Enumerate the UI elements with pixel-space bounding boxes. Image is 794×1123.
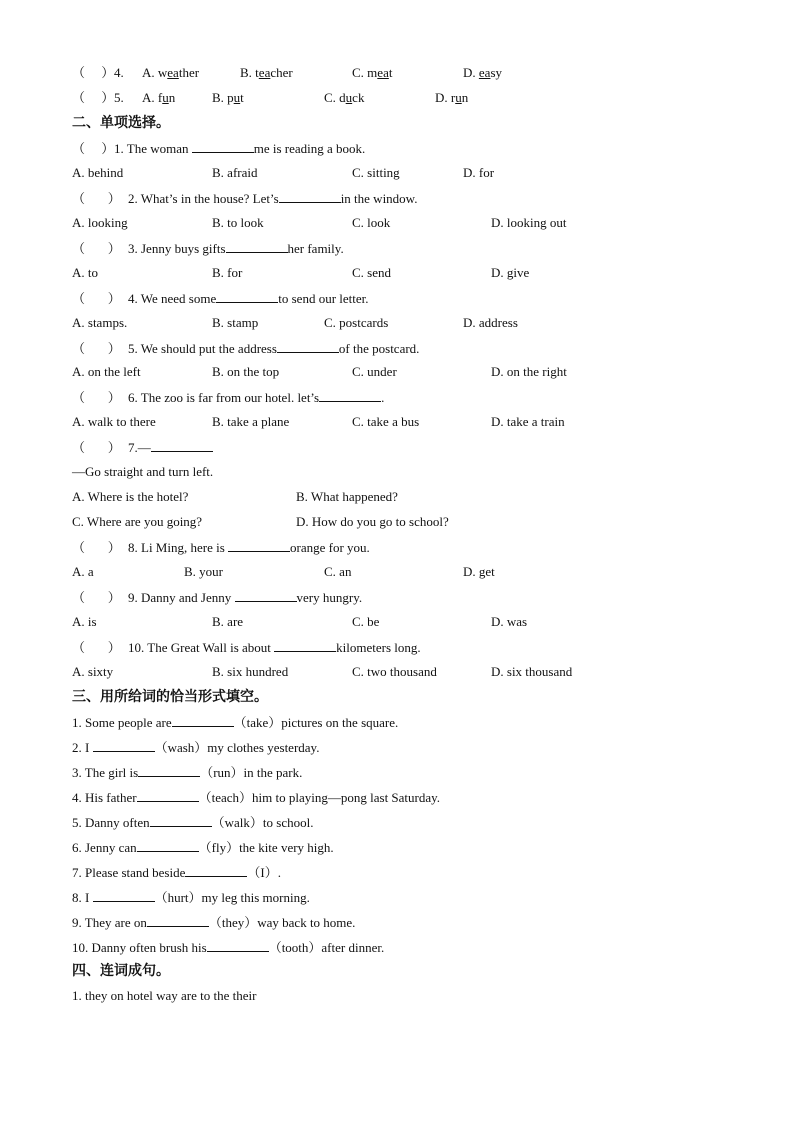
option-a: A. on the left [72, 364, 141, 379]
option-c: C. send [352, 265, 391, 280]
option-d: D. take a train [491, 414, 565, 429]
fill-blank[interactable] [279, 188, 341, 203]
option-b: B. on the top [212, 364, 280, 379]
option-a: A. is [72, 614, 97, 629]
option-d: D. How do you go to school? [296, 514, 449, 529]
option-d: D. six thousand [491, 664, 573, 679]
fill-item: 10. Danny often brush his （tooth）after dinner. [72, 937, 384, 957]
fill-blank[interactable] [277, 338, 339, 353]
option-c: C. an [324, 564, 352, 579]
answer-paren: （ ） [72, 390, 121, 405]
option-a: A. weather [142, 65, 200, 80]
option-a: A. looking [72, 215, 128, 230]
question-stem: （ ） 4. We need some to send our letter. [72, 288, 369, 308]
section-title: 四、连词成句。 [72, 963, 170, 979]
option-b: B. afraid [212, 165, 258, 180]
fill-item: 2. I （wash）my clothes yesterday. [72, 737, 319, 757]
option-b: B. are [212, 614, 244, 629]
answer-paren: （ ） [72, 440, 121, 455]
option-a: A. fun [142, 90, 176, 105]
option-c: C. duck [324, 90, 365, 105]
answer-paren: （ ） [72, 341, 121, 356]
phonics-question [72, 63, 502, 83]
question-stem: （ ） 10. The Great Wall is about kilometers long. [72, 637, 421, 657]
option-c: C. Where are you going? [72, 514, 203, 529]
option-d: D. easy [463, 65, 502, 80]
option-d: D. looking out [491, 215, 567, 230]
option-a: A. behind [72, 165, 124, 180]
dialogue-answer: —Go straight and turn left. [72, 464, 214, 479]
fill-blank[interactable] [216, 288, 278, 303]
question-stem: （ ） 7.— [72, 437, 213, 457]
fill-blank[interactable] [137, 787, 199, 802]
fill-blank[interactable] [207, 937, 269, 952]
option-a: A. Where is the hotel? [72, 489, 189, 504]
answer-paren: （ ） [72, 640, 121, 655]
word-order-item: 1. they on hotel way are to the their [72, 988, 257, 1003]
fill-item: 9. They are on （they）way back to home. [72, 912, 355, 932]
option-c: C. look [352, 215, 391, 230]
fill-blank[interactable] [137, 837, 199, 852]
fill-blank[interactable] [319, 387, 381, 402]
option-c: C. postcards [324, 315, 389, 330]
option-b: B. for [212, 265, 243, 280]
section-title: 二、单项选择。 [72, 115, 170, 131]
option-a: A. to [72, 265, 98, 280]
option-c: C. sitting [352, 165, 400, 180]
option-b: B. What happened? [296, 489, 398, 504]
option-d: D. address [463, 315, 518, 330]
section-title: 三、用所给词的恰当形式填空。 [72, 689, 268, 705]
option-d: D. give [491, 265, 530, 280]
option-b: B. six hundred [212, 664, 289, 679]
phonics-question [72, 88, 469, 108]
question-number: 4. [114, 65, 124, 80]
answer-paren: （ ） [72, 590, 121, 605]
option-d: D. for [463, 165, 495, 180]
option-d: D. on the right [491, 364, 567, 379]
answer-paren: （ ） [72, 540, 121, 555]
option-a: A. stamps. [72, 315, 128, 330]
option-b: B. put [212, 90, 244, 105]
option-b: B. stamp [212, 315, 259, 330]
fill-blank[interactable] [93, 737, 155, 752]
fill-blank[interactable] [192, 138, 254, 153]
fill-blank[interactable] [93, 887, 155, 902]
option-a: A. walk to there [72, 414, 156, 429]
question-stem: （ ） 8. Li Ming, here is orange for you. [72, 537, 370, 557]
option-b: B. your [184, 564, 223, 579]
answer-paren: （ ） [72, 241, 121, 256]
fill-blank[interactable] [185, 862, 247, 877]
fill-blank[interactable] [274, 637, 336, 652]
question-stem: （ ） 5. We should put the address of the postcard. [72, 338, 419, 358]
fill-blank[interactable] [235, 587, 297, 602]
answer-paren: （ ） [72, 141, 115, 156]
fill-item: 4. His father （teach）him to playing—pong last Saturday. [72, 787, 440, 807]
answer-paren: （ ） [72, 90, 115, 105]
option-c: C. two thousand [352, 664, 437, 679]
fill-item: 3. The girl is （run）in the park. [72, 762, 302, 782]
answer-paren: （ ） [72, 191, 121, 206]
fill-item: 1. Some people are （take）pictures on the square. [72, 712, 398, 732]
question-stem: （ ） 2. What’s in the house? Let’s in the window. [72, 188, 417, 208]
option-d: D. was [491, 614, 528, 629]
answer-paren: （ ） [72, 291, 121, 306]
question-stem: （ ） 3. Jenny buys gifts her family. [72, 238, 344, 258]
option-d: D. run [435, 90, 469, 105]
fill-blank[interactable] [147, 912, 209, 927]
question-number: 5. [114, 90, 124, 105]
question-stem: （ ）1. The woman me is reading a book. [72, 138, 365, 158]
fill-blank[interactable] [228, 537, 290, 552]
option-c: C. under [352, 364, 397, 379]
fill-item: 8. I （hurt）my leg this morning. [72, 887, 310, 907]
fill-item: 6. Jenny can （fly）the kite very high. [72, 837, 334, 857]
option-a: A. a [72, 564, 94, 579]
option-c: C. take a bus [352, 414, 420, 429]
option-c: C. meat [352, 65, 393, 80]
option-b: B. teacher [240, 65, 293, 80]
fill-blank[interactable] [226, 238, 288, 253]
fill-item: 5. Danny often （walk）to school. [72, 812, 313, 832]
fill-blank[interactable] [138, 762, 200, 777]
question-stem: （ ） 6. The zoo is far from our hotel. let’s . [72, 387, 384, 407]
question-stem: （ ） 9. Danny and Jenny very hungry. [72, 587, 362, 607]
option-d: D. get [463, 564, 495, 579]
option-b: B. take a plane [212, 414, 290, 429]
option-b: B. to look [212, 215, 264, 230]
option-c: C. be [352, 614, 380, 629]
fill-item: 7. Please stand beside （I）. [72, 862, 281, 882]
fill-blank[interactable] [150, 812, 212, 827]
answer-paren: （ ） [72, 65, 115, 80]
fill-blank[interactable] [172, 712, 234, 727]
option-a: A. sixty [72, 664, 114, 679]
fill-blank[interactable] [151, 437, 213, 452]
